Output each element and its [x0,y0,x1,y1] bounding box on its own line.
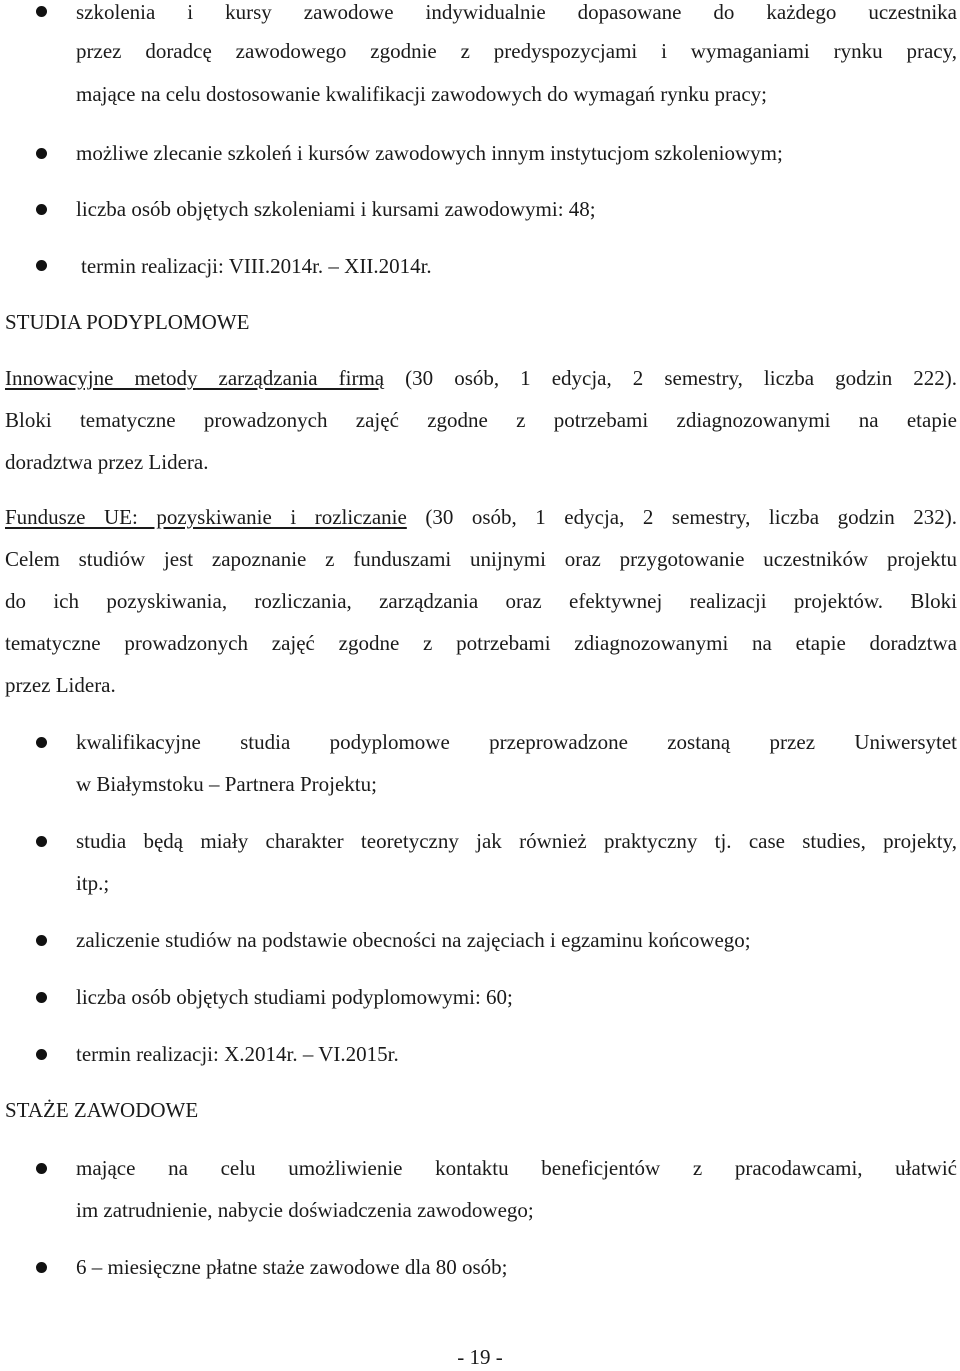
list-item-line: przez doradcę zawodowego zgodnie z predyspozycjami i wymaganiami rynku pracy, [76,39,957,63]
list-item-line: im zatrudnienie, nabycie doświadczenia zawodowego; [76,1198,534,1222]
bullet-icon [36,148,47,159]
bullet-icon [36,1163,47,1174]
list-item-line: itp.; [76,871,110,895]
bullet-icon [36,1049,47,1060]
list-item-line: kwalifikacyjne studia podyplomowe przeprowadzone zostaną przez Uniwersytet [76,730,957,754]
bullet-icon [36,204,47,215]
bullet-icon [36,260,47,271]
course-title: Innowacyjne metody zarządzania firmą [5,366,385,390]
list-item: zaliczenie studiów na podstawie obecności na zajęciach i egzaminu końcowego; [76,928,751,952]
list-item-line: w Białymstoku – Partnera Projektu; [76,772,377,796]
page-number: - 19 - [457,1345,503,1369]
bullet-icon [36,1262,47,1273]
course-details: (30 osób, 1 edycja, 2 semestry, liczba godzin 222). [384,366,958,390]
paragraph-line: Celem studiów jest zapoznanie z funduszami unijnymi oraz przygotowanie uczestników projektu [5,547,957,571]
paragraph-line [5,364,957,392]
list-item: termin realizacji: VIII.2014r. – XII.2014r. [81,254,432,278]
list-item-line: mające na celu dostosowanie kwalifikacji zawodowych do wymagań rynku pracy; [76,82,768,106]
section-heading: STAŻE ZAWODOWE [5,1098,199,1122]
list-item: termin realizacji: X.2014r. – VI.2015r. [76,1042,399,1066]
list-item-line: studia będą miały charakter teoretyczny jak również praktyczny tj. case studies, projekty, [76,829,957,853]
list-item: liczba osób objętych szkoleniami i kursami zawodowymi: 48; [76,197,596,221]
paragraph-line: przez Lidera. [5,673,116,697]
list-item-line: mające na celu umożliwienie kontaktu beneficjentów z pracodawcami, ułatwić [76,1156,957,1180]
course-details: (30 osób, 1 edycja, 2 semestry, liczba godzin 232). [406,505,958,529]
course-title: Fundusze UE: pozyskiwanie i rozliczanie [5,505,407,529]
section-heading: STUDIA PODYPLOMOWE [5,310,250,334]
bullet-icon [36,935,47,946]
list-item: liczba osób objętych studiami podyplomowymi: 60; [76,985,513,1009]
paragraph-line: doradztwa przez Lidera. [5,450,209,474]
bullet-icon [36,6,47,17]
paragraph-line: tematyczne prowadzonych zajęć zgodne z potrzebami zdiagnozowanymi na etapie doradztwa [5,631,957,655]
list-item: możliwe zlecanie szkoleń i kursów zawodowych innym instytucjom szkoleniowym; [76,141,783,165]
bullet-icon [36,737,47,748]
bullet-icon [36,836,47,847]
list-item-line: szkolenia i kursy zawodowe indywidualnie dopasowane do każdego uczestnika [76,0,957,24]
bullet-icon [36,992,47,1003]
paragraph-line: Bloki tematyczne prowadzonych zajęć zgodne z potrzebami zdiagnozowanymi na etapie [5,408,957,432]
paragraph-line: do ich pozyskiwania, rozliczania, zarządzania oraz efektywnej realizacji projektów. Bloki [5,589,957,613]
paragraph-line [5,503,957,531]
list-item: 6 – miesięczne płatne staże zawodowe dla 80 osób; [76,1255,508,1279]
